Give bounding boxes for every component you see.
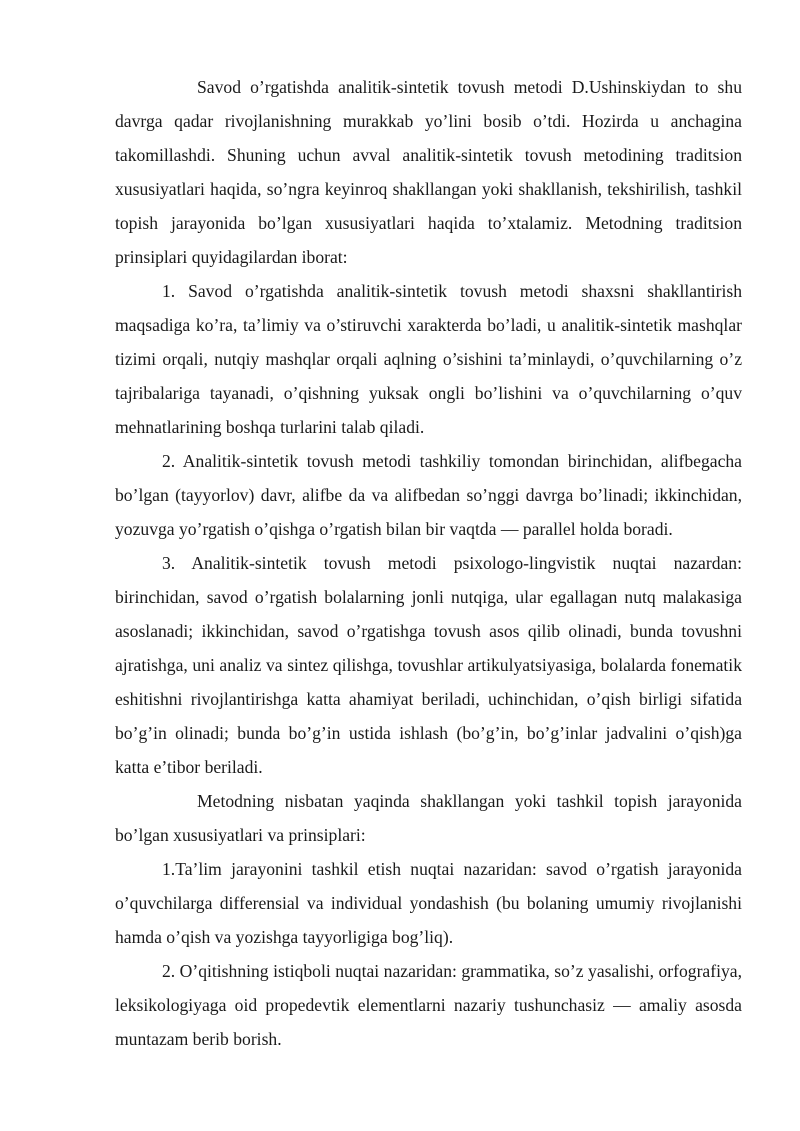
principle-3-paragraph: 3. Analitik-sintetik tovush metodi psixologo-lingvistik nuqtai nazardan: birinchidan, savod o’rgatish bolalarning jonli nutqiga, ular egallagan nutq malakasiga asoslanadi; ikkinchidan, savod o’rgatishga tovush asos qilib olinadi, bunda tovushni ajratishga, uni analiz va sintez qilishga, tovushlar artikulyatsiyasiga, bolalarda fonematik eshitishni rivojlantirishga katta ahamiyat beriladi, uchinchidan, o’qish birligi sifatida bo’g’in olinadi; bunda bo’g’in ustida ishlash (bo’g’in, bo’g’inlar jadvalini o’qish)ga katta e’tibor beriladi. [115,553,742,777]
new-principles-heading-paragraph: Metodning nisbatan yaqinda shakllangan yoki tashkil topish jarayonida bo’lgan xususiyatlari va prinsiplari: [115,791,742,845]
new-principle-2-paragraph: 2. O’qitishning istiqboli nuqtai nazaridan: grammatika, so’z yasalishi, orfografiya, leksikologiyaga oid propedevtik elementlarni nazariy tushunchasiz — amaliy asosda muntazam berib borish. [115,961,742,1049]
intro-paragraph: Savod o’rgatishda analitik-sintetik tovush metodi D.Ushinskiydan to shu davrga qadar rivojlanishning murakkab yo’lini bosib o’tdi. Hozirda u anchagina takomillashdi. Shuning uchun avval analitik-sintetik tovush metodining traditsion xususiyatlari haqida, so’ngra keyinroq shakllangan yoki shakllanish, tekshirilish, tashkil topish jarayonida bo’lgan xususiyatlari haqida to’xtalamiz. Metodning traditsion prinsiplari quyidagilardan iborat: [115,77,742,267]
new-principle-1-paragraph: 1.Ta’lim jarayonini tashkil etish nuqtai nazaridan: savod o’rgatish jarayonida o’quvchilarga differensial va individual yondashish (bu bolaning umumiy rivojlanishi hamda o’qish va yozishga tayyorligiga bog’liq). [115,859,742,947]
principle-1-paragraph: 1. Savod o’rgatishda analitik-sintetik tovush metodi shaxsni shakllantirish maqsadiga ko’ra, ta’limiy va o’stiruvchi xarakterda bo’ladi, u analitik-sintetik mashqlar tizimi orqali, nutqiy mashqlar orqali aqlning o’sishini ta’minlaydi, o’quvchilarning o’z tajribalariga tayanadi, o’qishning yuksak ongli bo’lishini va o’quvchilarning o’quv mehnatlarining boshqa turlarini talab qiladi. [115,281,742,437]
principle-2-paragraph: 2. Analitik-sintetik tovush metodi tashkiliy tomondan birinchidan, alifbegacha bo’lgan (tayyorlov) davr, alifbe da va alifbedan so’nggi davrga bo’linadi; ikkinchidan, yozuvga yo’rgatish o’qishga o’rgatish bilan bir vaqtda — parallel holda boradi. [115,451,742,539]
document-page [115,70,742,1056]
